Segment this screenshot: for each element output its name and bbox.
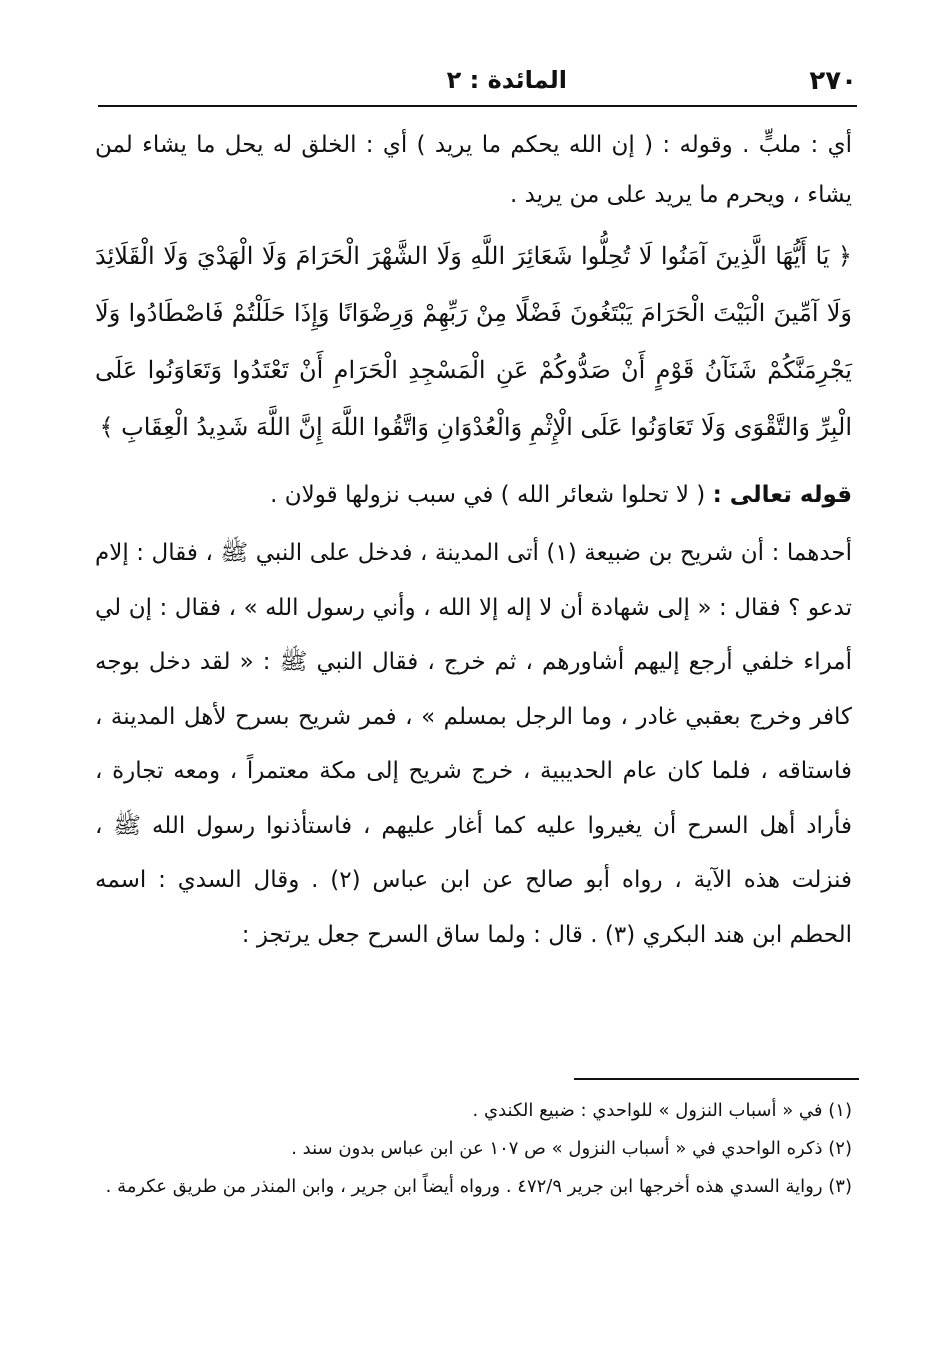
page-number: ٢٧٠	[809, 66, 857, 96]
section-heading	[95, 470, 852, 520]
footnote-3: (٣) رواية السدي هذه أخرجها ابن جرير ٤٧٢/٩ . ورواه أيضاً ابن جرير ، وابن المنذر من طريق عكرمة .	[105, 1176, 852, 1197]
page-header	[98, 62, 857, 102]
quran-verse: ﴿ يَا أَيُّهَا الَّذِينَ آمَنُوا لَا تُحِلُّوا شَعَائِرَ اللَّهِ وَلَا الشَّهْرَ الْحَرَامَ وَلَا الْهَدْيَ وَلَا الْقَلَائِدَ وَلَا آمِّينَ الْبَيْتَ الْحَرَامَ يَبْتَغُونَ فَضْلًا مِنْ رَبِّهِمْ وَرِضْوَانًا وَإِذَا حَلَلْتُمْ فَاصْطَادُوا وَلَا يَجْرِمَنَّكُمْ شَنَآنُ قَوْمٍ أَنْ صَدُّوكُمْ عَنِ الْمَسْجِدِ الْحَرَامِ أَنْ تَعْتَدُوا وَتَعَاوَنُوا عَلَى الْبِرِّ وَالتَّقْوَى وَلَا تَعَاوَنُوا عَلَى الْإِثْمِ وَالْعُدْوَانِ وَاتَّقُوا اللَّهَ إِنَّ اللَّهَ شَدِيدُ الْعِقَابِ ﴾	[95, 242, 852, 441]
section-heading-lead: قوله تعالى :	[712, 482, 852, 508]
footnote-2: (٢) ذكره الواحدي في « أسباب النزول » ص ١٠٧ عن ابن عباس بدون سند .	[291, 1138, 852, 1159]
header-divider	[98, 105, 857, 107]
page-body	[95, 120, 852, 962]
running-title: المائدة : ٢	[446, 66, 567, 94]
footnote-1: (١) في « أسباب النزول » للواحدي : ضبيع الكندي .	[472, 1100, 852, 1121]
footnote-divider	[574, 1078, 859, 1080]
narration-paragraph: أحدهما : أن شريح بن ضبيعة (١) أتى المدينة ، فدخل على النبي ﷺ ، فقال : إلام تدعو ؟ فقال : « إلى شهادة أن لا إله إلا الله ، وأني رسول الله » ، فقال : إن لي أمراء خلفي أرجع إليهم أشاورهم ، ثم خرج ، فقال النبي ﷺ : « لقد دخل بوجه كافر وخرج بعقبي غادر ، وما الرجل بمسلم » ، فمر شريح بسرح لأهل المدينة ، فاستاقه ، فلما كان عام الحديبية ، خرج شريح إلى مكة معتمراً ، ومعه تجارة ، فأراد أهل السرح أن يغيروا عليه كما أغار عليهم ، فاستأذنوا رسول الله ﷺ ، فنزلت هذه الآية ، رواه أبو صالح عن ابن عباس (٢) . وقال السدي : اسمه الحطم ابن هند البكري (٣) . قال : ولما ساق السرح جعل يرتجز :	[95, 540, 852, 948]
section-heading-text: ( لا تحلوا شعائر الله ) في سبب نزولها قولان .	[270, 482, 706, 508]
footnotes	[95, 1092, 852, 1206]
intro-paragraph: أي : ملبٍّ . وقوله : ( إن الله يحكم ما يريد ) أي : الخلق له يحل ما يشاء لمن يشاء ، ويحرم ما يريد على من يريد .	[95, 132, 852, 208]
